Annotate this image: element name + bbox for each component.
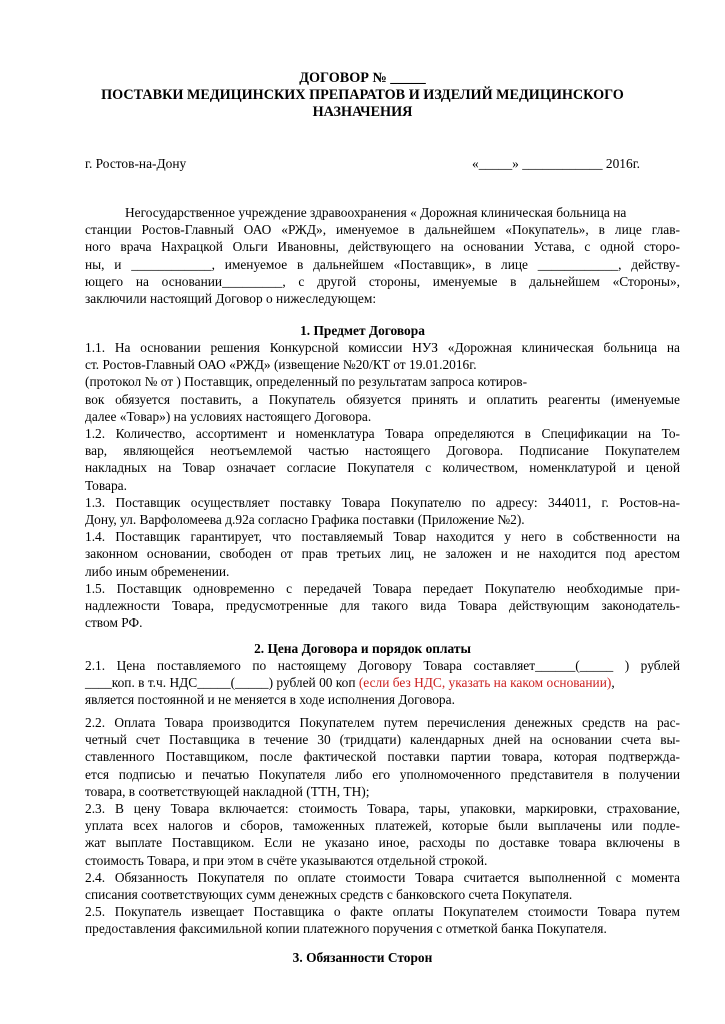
section2-line: 2.1. Цена поставляемого по настоящему Договору Товара составляет______(_____ ) рублей [85,658,680,673]
section2-line: списания соответствующих сумм денежных средств с банковского счета Покупателя. [85,887,573,903]
section1-line: Товара. [85,477,127,493]
section2-para-2-1 [85,657,680,709]
section1-line: 1.3. Поставщик осуществляет поставку Товара Покупателю по адресу: 344011, г. Ростов-на- [85,494,680,510]
section2-body [85,714,680,938]
preamble-line: станции Ростов-Главный ОАО «РЖД», именуемое в дальнейшем «Покупатель», в лице глав- [85,222,680,238]
section1-line: далее «Товар») на условиях настоящего Договора. [85,408,372,424]
section2-line: предоставления факсимильной копии платежного поручения с отметкой банка Покупателя. [85,921,607,937]
section2-line: товара, в соответствующей накладной (ТТН, ТН); [85,783,370,799]
section2-line: стоимость Товара, и при этом в счёте указываются отдельной строкой. [85,852,488,868]
section2-line: четный счет Поставщика в течение 30 (тридцати) календарных дней на основании счета вы- [85,732,680,748]
section1-line: 1.2. Количество, ассортимент и номенклатура Товара определяются в Спецификации на То- [85,426,680,442]
section2-line-text: ____коп. в т.ч. НДС_____(_____) рублей 00 коп [85,675,359,691]
section2-heading: 2. Цена Договора и порядок оплаты [254,641,471,656]
section1-line: Дону, ул. Варфоломеева д.92а согласно Графика поставки (Приложение №2). [85,512,525,528]
section1-line: (протокол № от ) Поставщик, определенный по результатам запроса котиров- [85,374,528,390]
section1-line: либо иным обременении. [85,563,230,579]
section2-line: 2.2. Оплата Товара производится Покупателем путем перечисления денежных средств на рас- [85,715,680,730]
section2-line: ставленного Поставщиком, после фактической поставки партии товара, которая подтвержда- [85,749,680,765]
section1-body [85,339,680,631]
section2-line: ется подписью и печатью Покупателя либо его уполномоченного представителя в получении [85,766,680,782]
contract-subtitle-line2: НАЗНАЧЕНИЯ [312,104,413,120]
contract-date: «_____» ____________ 2016г. [472,156,641,171]
contract-place: г. Ростов-на-Дону [85,156,187,171]
contract-title: ДОГОВОР № _____ [299,70,426,86]
section2-line [85,674,680,691]
section1-line: ст. Ростов-Главный ОАО «РЖД» (извещение №20/КТ от 19.01.2016г. [85,357,477,373]
preamble-line: ющего на основании_________, с другой стороны, именуемые в дальнейшем «Стороны», [85,273,680,289]
section1-line: вар, являющейся неотъемлемой частью настоящего Договора. Подписание Покупателем [85,443,680,459]
section3-heading: 3. Обязанности Сторон [292,950,433,965]
section2-line: 2.4. Обязанность Покупателя по оплате стоимости Товара считается выполненной с момента [85,869,680,885]
section1-line: 1.5. Поставщик одновременно с передачей Товара передает Покупателю необходимые при- [85,580,680,596]
section2-line: уплата всех налогов и сборов, таможенных платежей, которые были выплачены или подле- [85,818,680,834]
preamble-line: Негосударственное учреждение здравоохранения « Дорожная клиническая больница на [125,205,627,220]
section1-line: ством РФ. [85,615,143,631]
section2-line: 2.5. Покупатель извещает Поставщика о факте оплаты Покупателем стоимости Товара путем [85,904,680,920]
section1-line: накладных на Товар означает согласие Покупателя с количеством, номенклатурой и ценой [85,460,680,476]
section2-line: 2.3. В цену Товара включается: стоимость Товара, тары, упаковки, маркировки, страхование, [85,801,680,817]
section1-line: 1.1. На основании решения Конкурсной комиссии НУЗ «Дорожная клиническая больница на [85,340,680,355]
section1-line: надлежности Товара, предусмотренные для такого вида Товара действующим законодатель- [85,598,680,614]
contract-subtitle-line1: ПОСТАВКИ МЕДИЦИНСКИХ ПРЕПАРАТОВ И ИЗДЕЛИЙ МЕДИЦИНСКОГО [101,87,624,103]
section2-line: жат выплате Поставщиком. Если не указано иное, расходы по доставке товара включены в [85,835,680,851]
section2-line-punct: , [611,675,615,691]
vat-note-red: (если без НДС, указать на каком основании) [358,675,612,691]
preamble-line: ны, и ____________, именуемое в дальнейшем «Поставщик», в лице ____________, действу- [85,256,680,272]
section2-line: является постоянной и не меняется в ходе исполнения Договора. [85,692,455,708]
section1-line: 1.4. Поставщик гарантирует, что поставляемый Товар находится у него в собственности на [85,529,680,545]
section1-heading: 1. Предмет Договора [300,323,425,338]
preamble [85,204,680,307]
section1-line: вок обязуется поставить, а Покупатель обязуется принять и оплатить реагенты (именуемые [85,391,680,407]
preamble-line: ного врача Нахрацкой Ольги Ивановны, действующего на основании Устава, с одной сторо- [85,239,680,255]
preamble-line: заключили настоящий Договор о нижеследующем: [85,291,377,307]
section1-line: законном основании, свободен от прав третьих лиц, не заложен и не находится под арестом [85,546,680,562]
